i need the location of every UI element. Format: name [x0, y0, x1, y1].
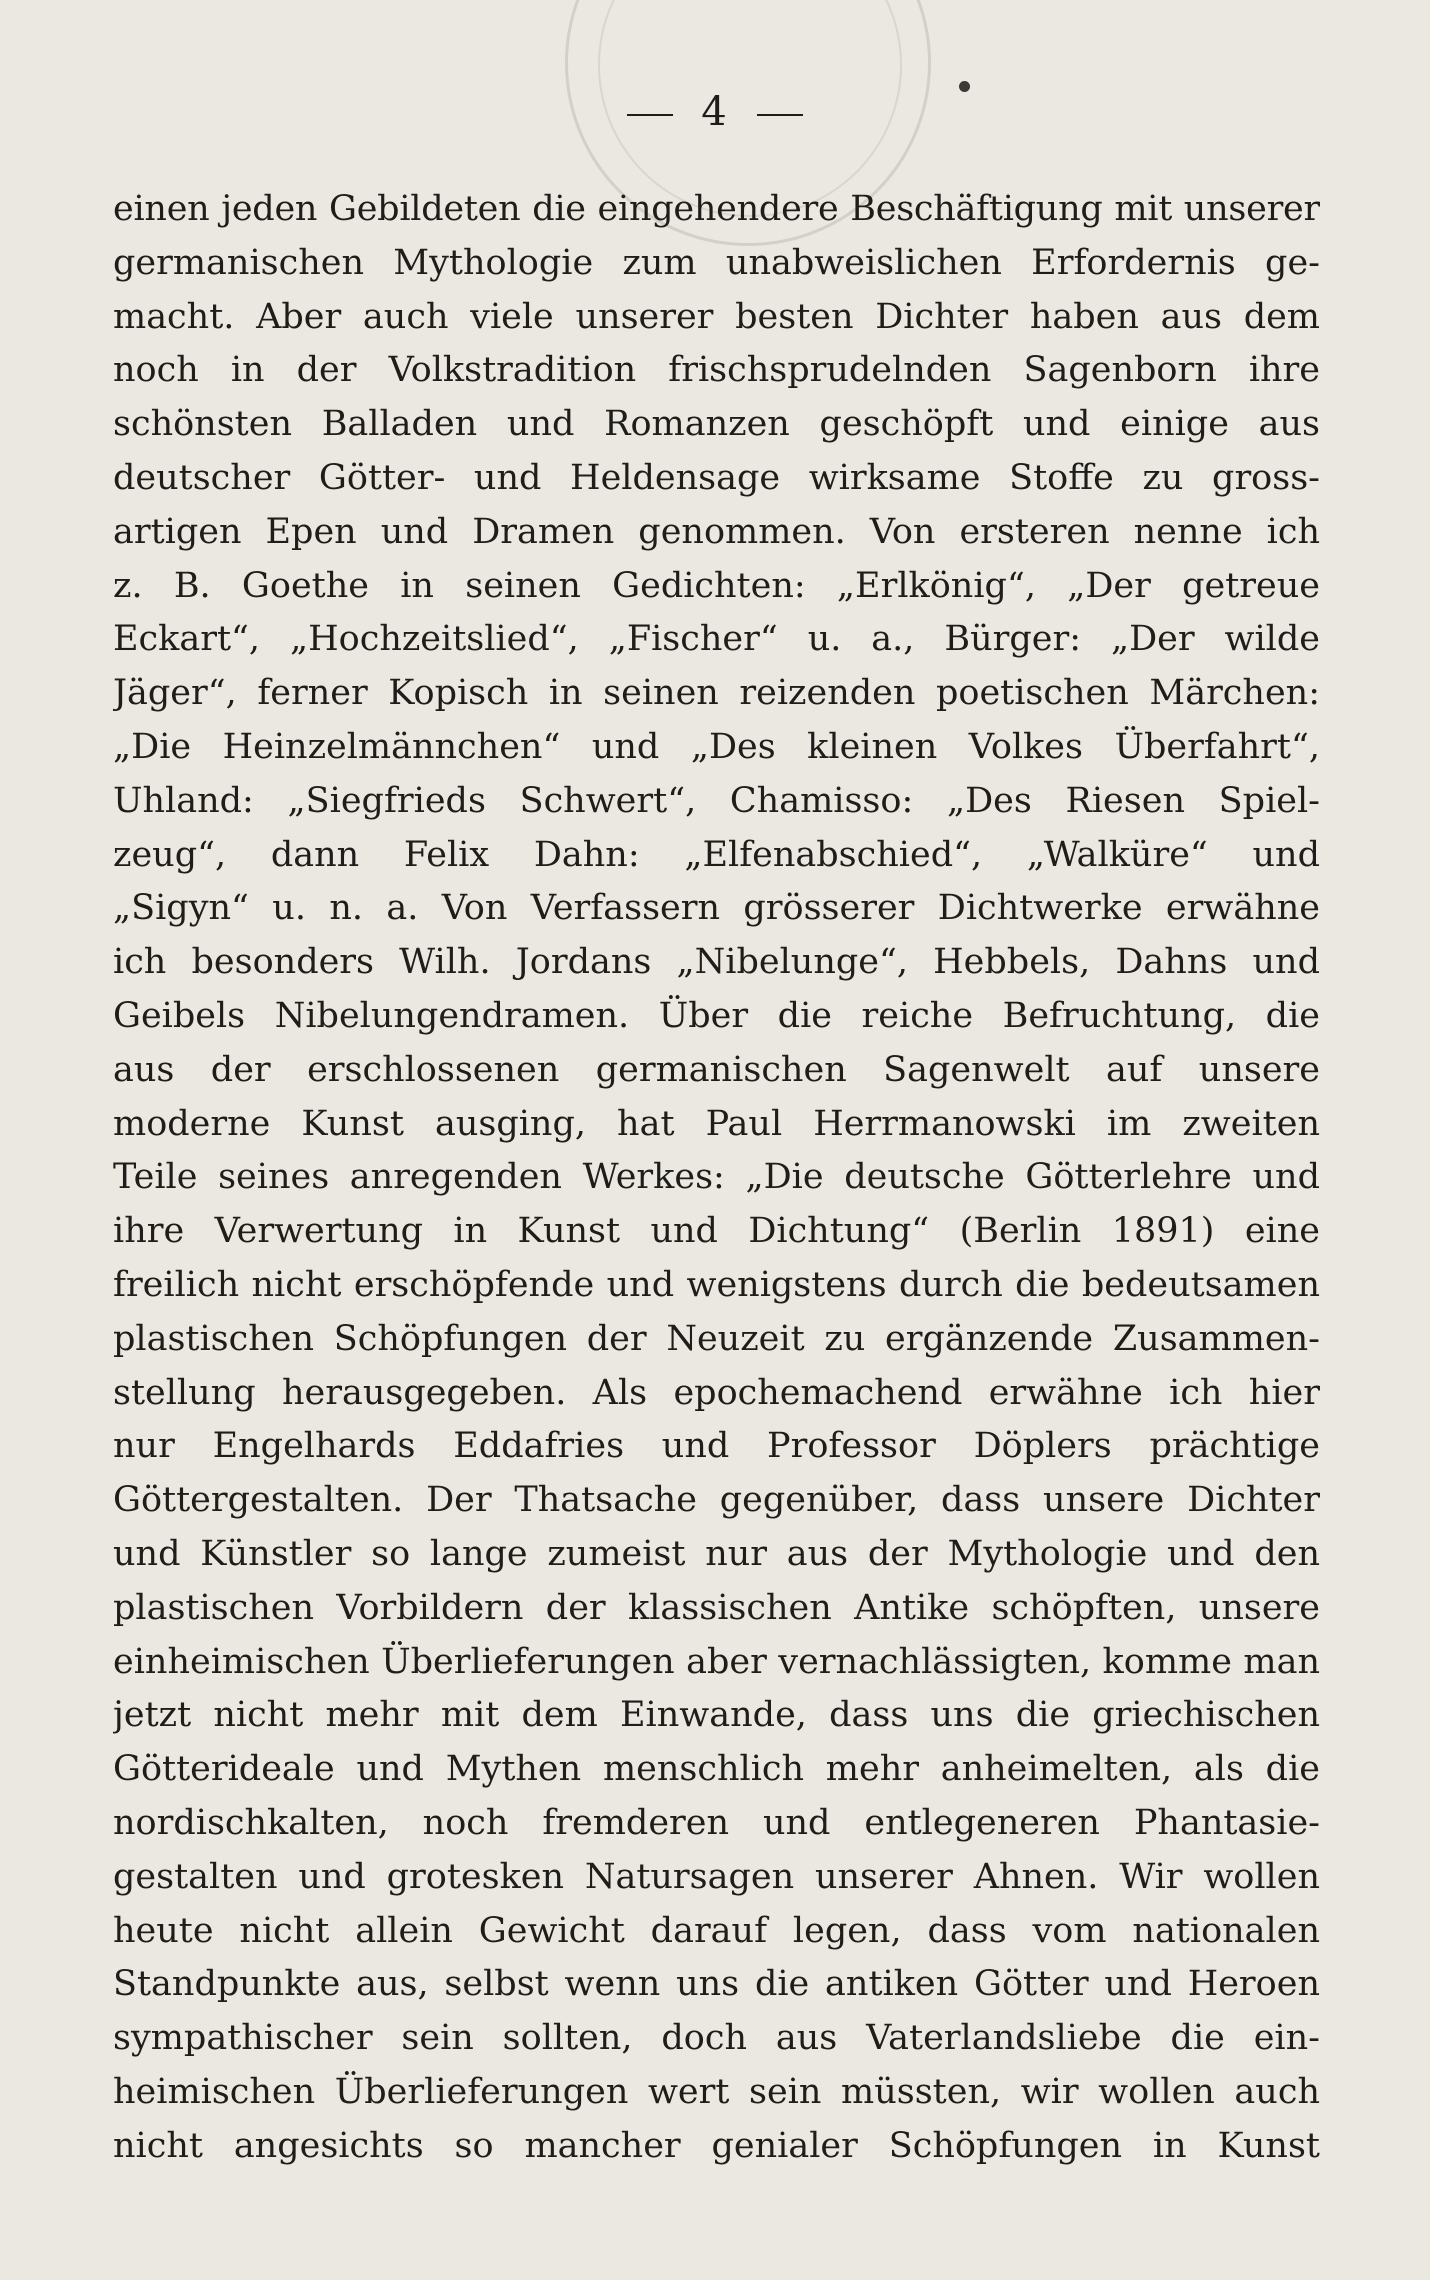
text-line: nur Engelhards Eddafries und Professor Döplers prächtige — [113, 1426, 1320, 1467]
page-number: 4 — [701, 89, 729, 135]
text-line: zeug“, dann Felix Dahn: „Elfenabschied“, „Walküre“ und — [113, 834, 1320, 875]
text-line: Uhland: „Siegfrieds Schwert“, Chamisso: „Des Riesen Spiel- — [113, 780, 1320, 821]
text-line: moderne Kunst ausging, hat Paul Herrmanowski im zweiten — [113, 1103, 1320, 1144]
text-line: ihre Verwertung in Kunst und Dichtung“ (Berlin 1891) eine — [113, 1211, 1320, 1252]
text-line: heute nicht allein Gewicht darauf legen, dass vom nationalen — [113, 1910, 1320, 1951]
text-line: Standpunkte aus, selbst wenn uns die antiken Götter und Heroen — [113, 1964, 1320, 2005]
header-dash-left — [627, 114, 673, 116]
text-line: stellung herausgegeben. Als epochemachend erwähne ich hier — [113, 1372, 1320, 1413]
text-line: und Künstler so lange zumeist nur aus der Mythologie und den — [113, 1533, 1320, 1574]
text-line: macht. Aber auch viele unserer besten Dichter haben aus dem — [113, 296, 1320, 337]
text-line: aus der erschlossenen germanischen Sagenwelt auf unsere — [113, 1049, 1320, 1090]
page-header — [0, 82, 1430, 142]
text-line: deutscher Götter- und Heldensage wirksame Stoffe zu gross- — [113, 457, 1320, 498]
text-line: germanischen Mythologie zum unabweislichen Erfordernis ge- — [113, 242, 1320, 283]
text-line: Eckart“, „Hochzeitslied“, „Fischer“ u. a., Bürger: „Der wilde — [113, 619, 1320, 660]
text-line: plastischen Vorbildern der klassischen Antike schöpften, unsere — [113, 1587, 1320, 1628]
text-line: Teile seines anregenden Werkes: „Die deutsche Götterlehre und — [113, 1157, 1320, 1198]
text-line: nicht angesichts so mancher genialer Schöpfungen in Kunst — [113, 2125, 1320, 2166]
text-line: Göttergestalten. Der Thatsache gegenüber, dass unsere Dichter — [113, 1480, 1320, 1521]
text-line: Götterideale und Mythen menschlich mehr anheimelten, als die — [113, 1749, 1320, 1790]
text-line: gestalten und grotesken Natursagen unserer Ahnen. Wir wollen — [113, 1856, 1320, 1897]
text-line: „Sigyn“ u. n. a. Von Verfassern grösserer Dichtwerke erwähne — [113, 888, 1320, 929]
body-text — [113, 183, 1320, 2173]
text-line: artigen Epen und Dramen genommen. Von ersteren nenne ich — [113, 511, 1320, 552]
text-line: schönsten Balladen und Romanzen geschöpft und einige aus — [113, 404, 1320, 445]
text-line: z. B. Goethe in seinen Gedichten: „Erlkönig“, „Der getreue — [113, 565, 1320, 606]
text-line: sympathischer sein sollten, doch aus Vaterlandsliebe die ein- — [113, 2018, 1320, 2059]
text-line: noch in der Volkstradition frischsprudelnden Sagenborn ihre — [113, 350, 1320, 391]
text-line: freilich nicht erschöpfende und wenigstens durch die bedeutsamen — [113, 1264, 1320, 1305]
text-line: nordischkalten, noch fremderen und entlegeneren Phantasie- — [113, 1802, 1320, 1843]
text-line: Geibels Nibelungendramen. Über die reiche Befruchtung, die — [113, 995, 1320, 1036]
text-line: einheimischen Überlieferungen aber vernachlässigten, komme man — [113, 1641, 1320, 1682]
text-line: einen jeden Gebildeten die eingehendere Beschäftigung mit unserer — [113, 189, 1320, 229]
text-line: jetzt nicht mehr mit dem Einwande, dass uns die griechischen — [113, 1695, 1320, 1736]
text-line: Jäger“, ferner Kopisch in seinen reizenden poetischen Märchen: — [113, 673, 1320, 714]
header-dash-right — [757, 114, 803, 116]
text-line: heimischen Überlieferungen wert sein müssten, wir wollen auch — [113, 2071, 1320, 2112]
text-line: „Die Heinzelmännchen“ und „Des kleinen Volkes Überfahrt“, — [113, 726, 1320, 767]
text-line: plastischen Schöpfungen der Neuzeit zu ergänzende Zusammen- — [113, 1318, 1320, 1359]
text-line: ich besonders Wilh. Jordans „Nibelunge“, Hebbels, Dahns und — [113, 942, 1320, 983]
